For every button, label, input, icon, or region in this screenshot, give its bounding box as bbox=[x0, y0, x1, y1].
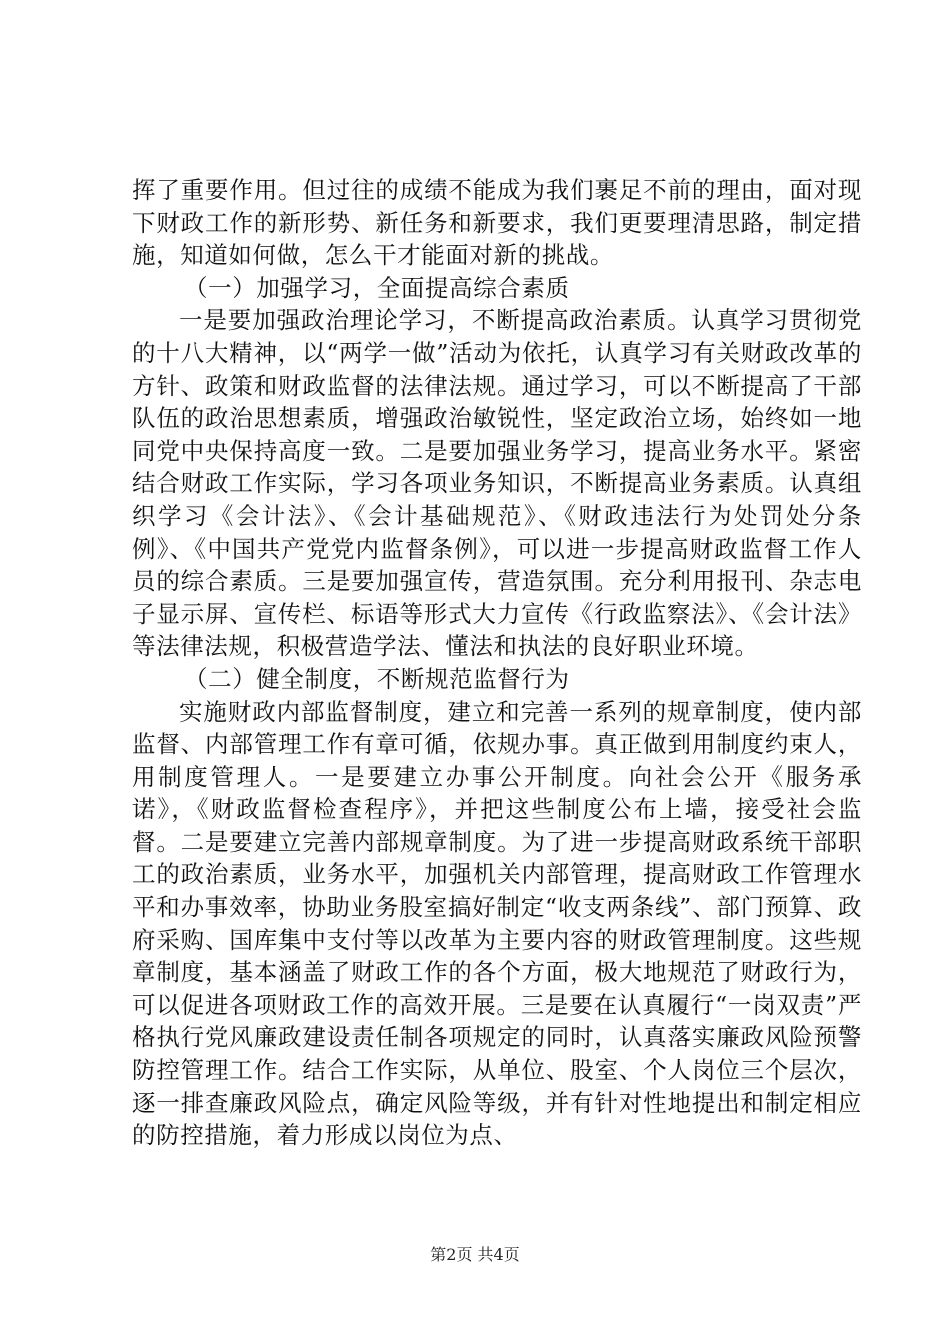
section-heading: （二）健全制度，不断规范监督行为 bbox=[184, 664, 570, 693]
section-heading: （一）加强学习，全面提高综合素质 bbox=[184, 273, 570, 302]
document-body bbox=[132, 174, 862, 1152]
body-paragraph: 一是要加强政治理论学习，不断提高政治素质。认真学习贯彻党的十八大精神，以“两学一做”活动为依托，认真学习有关财政改革的方针、政策和财政监督的法律法规。通过学习，可以不断提高了干部队伍的政治思想素质，增强政治敏锐性，坚定政治立场，始终如一地同党中央保持高度一致。二是要加强业务学习，提高业务水平。紧密结合财政工作实际，学习各项业务知识，不断提高业务素质。认真组织学习《会计法》、《会计基础规范》、《财政违法行为处罚处分条例》、《中国共产党党内监督条例》，可以进一步提高财政监督工作人员的综合素质。三是要加强宣传，营造氛围。充分利用报刊、杂志电子显示屏、宣传栏、标语等形式大力宣传《行政监察法》、《会计法》等法律法规，积极营造学法、懂法和执法的良好职业环境。 bbox=[132, 306, 862, 661]
body-paragraph: 实施财政内部监督制度，建立和完善一系列的规章制度，使内部监督、内部管理工作有章可循，依规办事。真正做到用制度约束人，用制度管理人。一是要建立办事公开制度。向社会公开《服务承诺》，《财政监督检查程序》，并把这些制度公布上墙，接受社会监督。二是要建立完善内部规章制度。为了进一步提高财政系统干部职工的政治素质，业务水平，加强机关内部管理，提高财政工作管理水平和办事效率，协助业务股室搞好制定“收支两条线”、部门预算、政府采购、国库集中支付等以改革为主要内容的财政管理制度。这些规章制度，基本涵盖了财政工作的各个方面，极大地规范了财政行为，可以促进各项财政工作的高效开展。三是要在认真履行“一岗双责”严格执行党风廉政建设责任制各项规定的同时，认真落实廉政风险预警防控管理工作。结合工作实际，从单位、股室、个人岗位三个层次，逐一排查廉政风险点，确定风险等级，并有针对性地提出和制定相应的防控措施，着力形成以岗位为点、 bbox=[132, 697, 862, 1150]
body-paragraph: 挥了重要作用。但过往的成绩不能成为我们裹足不前的理由，面对现下财政工作的新形势、新任务和新要求，我们更要理清思路，制定措施，知道如何做，怎么干才能面对新的挑战。 bbox=[132, 176, 862, 270]
page-footer: 第2页 共4页 bbox=[430, 1245, 520, 1264]
